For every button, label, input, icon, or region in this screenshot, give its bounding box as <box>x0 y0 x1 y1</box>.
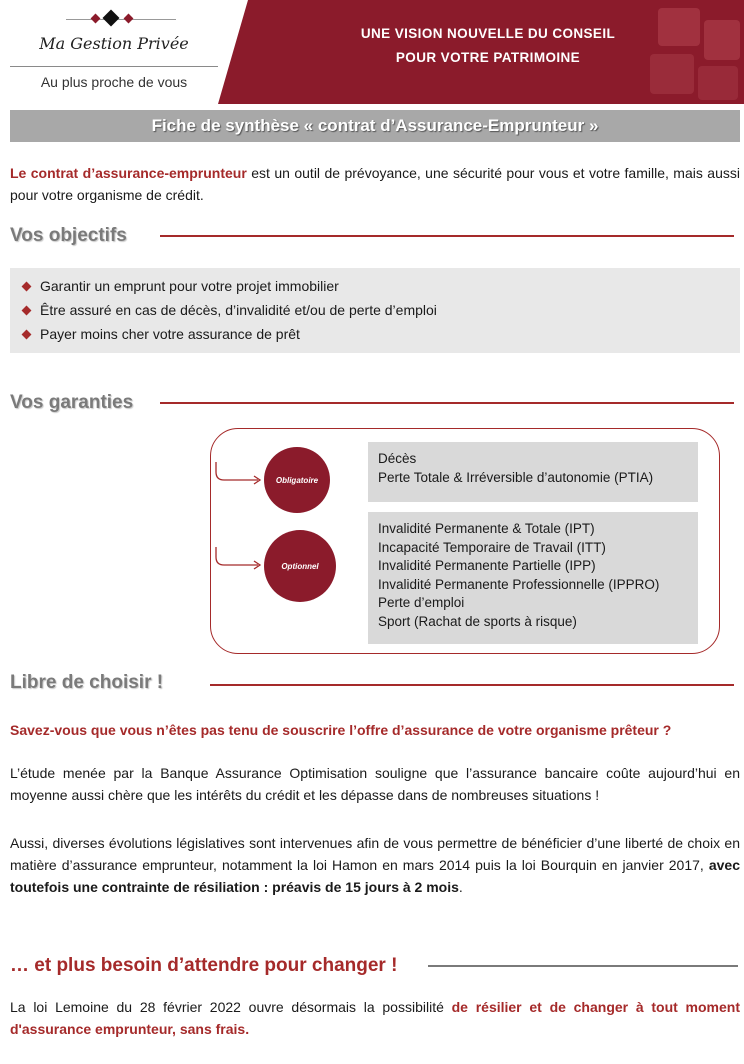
banner-line-2: POUR VOTRE PATRIMOINE <box>395 50 581 65</box>
warranty-item: Incapacité Temporaire de Travail (ITT) <box>378 539 606 555</box>
free-choice-rule <box>210 684 734 686</box>
paragraph-end: . <box>458 879 463 895</box>
objectives-rule <box>160 235 734 237</box>
change-highlight: de résilier et de changer à tout moment d'assurance emprunteur, sans frais. <box>10 999 740 1037</box>
list-item <box>40 302 437 318</box>
logo-rule <box>66 19 176 20</box>
brand-name: Ma Gestion Privée <box>39 34 189 53</box>
logo-diamond-left-icon <box>91 14 101 24</box>
warranties-heading: Vos garanties <box>10 392 134 413</box>
banner-cut <box>218 0 248 104</box>
free-choice-paragraph-2 <box>10 832 740 898</box>
paragraph-bold: avec toutefois une contrainte de résiliation : préavis de 15 jours à 2 mois <box>10 857 740 895</box>
objectives-list <box>10 268 740 353</box>
logo <box>10 0 218 104</box>
objective-text: Payer moins cher votre assurance de prêt <box>40 326 300 342</box>
objectives-heading: Vos objectifs <box>10 225 127 246</box>
arrow-right-icon <box>214 460 266 490</box>
puzzle-icon <box>698 66 738 100</box>
header-banner <box>218 0 744 104</box>
diamond-bullet-icon <box>22 330 32 340</box>
arrow-right-icon <box>214 545 266 575</box>
brand-tagline: Au plus proche de vous <box>40 74 188 90</box>
diamond-bullet-icon <box>22 306 32 316</box>
change-text: La loi Lemoine du 28 février 2022 ouvre désormais la possibilité <box>10 999 452 1015</box>
free-choice-question: Savez-vous que vous n’êtes pas tenu de souscrire l’offre d’assurance de votre organisme prêteur ? <box>10 722 672 738</box>
warranty-item: Invalidité Permanente & Totale (IPT) <box>378 521 595 536</box>
change-paragraph <box>10 996 740 1040</box>
objective-text: Être assuré en cas de décès, d’invalidité et/ou de perte d’emploi <box>40 302 437 318</box>
intro-highlight: Le contrat d’assurance-emprunteur <box>10 165 247 181</box>
list-item <box>40 278 339 294</box>
puzzle-icon <box>704 20 740 60</box>
objective-text: Garantir un emprunt pour votre projet immobilier <box>40 278 339 294</box>
change-heading: … et plus besoin d’attendre pour changer ! <box>10 955 398 976</box>
page-title: Fiche de synthèse « contrat d’Assurance-Emprunteur » <box>10 110 740 142</box>
intro-paragraph <box>10 162 740 206</box>
warranty-item: Perte Totale & Irréversible d’autonomie (PTIA) <box>378 469 654 485</box>
list-item <box>40 326 300 342</box>
logo-separator <box>10 66 218 67</box>
paragraph-text: Aussi, diverses évolutions législatives sont intervenues afin de vous permettre de bénéficier d’une liberté de choix en matière d’assurance emprunteur, notamment la loi Hamon en mars 2014 puis la loi Bourquin en janvier 2017, <box>10 835 740 873</box>
warranty-item: Sport (Rachat de sports à risque) <box>378 613 577 629</box>
warranty-item: Perte d’emploi <box>378 595 465 610</box>
diamond-bullet-icon <box>22 282 32 292</box>
warranties-rule <box>160 402 734 404</box>
warranty-item: Décès <box>378 451 417 466</box>
optional-badge: Optionnel <box>264 530 336 602</box>
free-choice-paragraph-1: L’étude menée par la Banque Assurance Optimisation souligne que l’assurance bancaire coûte aujourd’hui en moyenne aussi chère que les intérêts du crédit et les dépasse dans de nombreuses situations ! <box>10 765 740 803</box>
mandatory-badge: Obligatoire <box>264 447 330 513</box>
mandatory-box <box>368 442 698 502</box>
warranty-item: Invalidité Permanente Partielle (IPP) <box>378 558 596 573</box>
banner-line-1: UNE VISION NOUVELLE DU CONSEIL <box>360 26 616 41</box>
warranty-item: Invalidité Permanente Professionnelle (IPPRO) <box>378 576 660 592</box>
logo-diamond-icon <box>103 10 120 27</box>
banner-slogan <box>288 22 688 70</box>
optional-box <box>368 512 698 644</box>
free-choice-heading: Libre de choisir ! <box>10 672 164 693</box>
intro-text: est un outil de prévoyance, une sécurité pour vous et votre famille, mais aussi pour votre organisme de crédit. <box>10 165 740 203</box>
change-rule <box>428 965 738 967</box>
logo-diamond-right-icon <box>124 14 134 24</box>
